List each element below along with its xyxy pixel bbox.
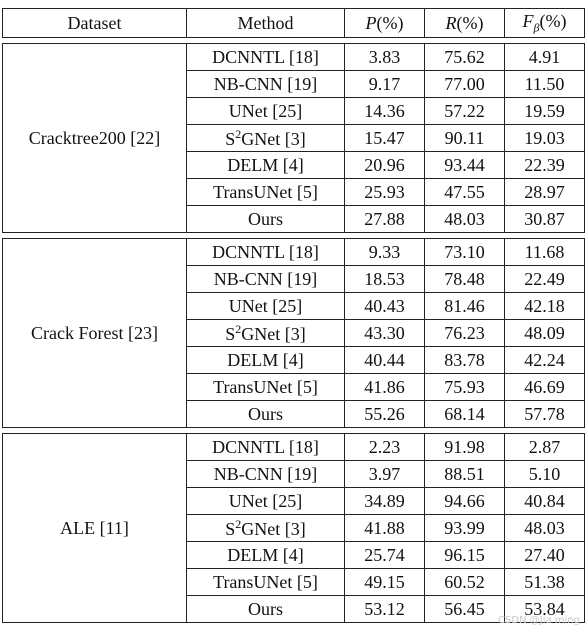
precision-cell: 25.93 [345,179,425,206]
precision-cell: 15.47 [345,125,425,152]
fbeta-cell: 27.40 [505,542,585,569]
method-cell: UNet [25] [187,488,345,515]
precision-cell: 41.88 [345,515,425,542]
precision-cell: 40.44 [345,347,425,374]
fbeta-cell: 2.87 [505,434,585,461]
dataset-cell: ALE [11] [3,434,187,623]
precision-symbol: P [365,12,377,33]
fbeta-cell: 28.97 [505,179,585,206]
precision-cell: 3.97 [345,461,425,488]
fbeta-cell: 5.10 [505,461,585,488]
precision-cell: 3.83 [345,44,425,71]
precision-cell: 27.88 [345,206,425,233]
fbeta-cell: 48.09 [505,320,585,347]
recall-cell: 75.93 [425,374,505,401]
header-row [3,9,585,38]
recall-cell: 76.23 [425,320,505,347]
precision-cell: 9.33 [345,239,425,266]
recall-cell: 93.99 [425,515,505,542]
fbeta-cell: 46.69 [505,374,585,401]
header-fbeta [505,9,585,38]
recall-cell: 48.03 [425,206,505,233]
method-suffix: GNet [3] [241,128,306,149]
precision-cell: 43.30 [345,320,425,347]
method-superscript: 2 [235,321,242,336]
recall-cell: 88.51 [425,461,505,488]
precision-cell: 41.86 [345,374,425,401]
method-cell: DCNNTL [18] [187,239,345,266]
method-cell: TransUNet [5] [187,374,345,401]
method-cell: Ours [187,401,345,428]
method-cell: DELM [4] [187,152,345,179]
fbeta-cell: 51.38 [505,569,585,596]
results-table [2,8,585,623]
recall-cell: 56.45 [425,596,505,623]
method-cell: UNet [25] [187,293,345,320]
fbeta-cell: 11.68 [505,239,585,266]
method-cell: NB-CNN [19] [187,71,345,98]
recall-cell: 91.98 [425,434,505,461]
fbeta-subscript: β [533,20,540,35]
table-row [3,434,585,461]
header-dataset: Dataset [3,9,187,38]
precision-cell: 20.96 [345,152,425,179]
precision-cell: 18.53 [345,266,425,293]
recall-cell: 90.11 [425,125,505,152]
header-recall [425,9,505,38]
fbeta-cell: 19.59 [505,98,585,125]
recall-cell: 83.78 [425,347,505,374]
dataset-cell: Cracktree200 [22] [3,44,187,233]
method-cell: TransUNet [5] [187,569,345,596]
fbeta-cell: 11.50 [505,71,585,98]
recall-cell: 68.14 [425,401,505,428]
fbeta-cell: 57.78 [505,401,585,428]
recall-cell: 73.10 [425,239,505,266]
watermark: CSDN @Jia ming [498,615,580,626]
fbeta-unit: (%) [539,10,567,31]
method-cell [187,320,345,347]
recall-cell: 77.00 [425,71,505,98]
fbeta-cell: 42.24 [505,347,585,374]
method-cell: DELM [4] [187,347,345,374]
method-suffix: GNet [3] [241,323,306,344]
method-prefix: S [225,128,236,149]
method-cell [187,515,345,542]
recall-unit: (%) [456,12,484,33]
method-cell: NB-CNN [19] [187,266,345,293]
fbeta-cell: 30.87 [505,206,585,233]
recall-cell: 78.48 [425,266,505,293]
precision-cell: 34.89 [345,488,425,515]
header-precision [345,9,425,38]
method-cell: UNet [25] [187,98,345,125]
fbeta-cell: 48.03 [505,515,585,542]
recall-cell: 47.55 [425,179,505,206]
precision-cell: 14.36 [345,98,425,125]
method-prefix: S [225,518,236,539]
fbeta-cell: 19.03 [505,125,585,152]
method-cell [187,125,345,152]
fbeta-cell: 53.84 [505,596,585,623]
method-cell: TransUNet [5] [187,179,345,206]
method-superscript: 2 [235,516,242,531]
recall-cell: 60.52 [425,569,505,596]
method-cell: NB-CNN [19] [187,461,345,488]
fbeta-cell: 22.49 [505,266,585,293]
table-row [3,239,585,266]
recall-cell: 93.44 [425,152,505,179]
recall-symbol: R [445,12,457,33]
precision-cell: 49.15 [345,569,425,596]
fbeta-cell: 22.39 [505,152,585,179]
method-prefix: S [225,323,236,344]
fbeta-cell: 42.18 [505,293,585,320]
recall-cell: 96.15 [425,542,505,569]
precision-cell: 2.23 [345,434,425,461]
method-suffix: GNet [3] [241,518,306,539]
fbeta-cell: 40.84 [505,488,585,515]
recall-cell: 75.62 [425,44,505,71]
method-cell: Ours [187,596,345,623]
method-superscript: 2 [235,126,242,141]
precision-cell: 55.26 [345,401,425,428]
method-cell: DELM [4] [187,542,345,569]
precision-cell: 40.43 [345,293,425,320]
precision-cell: 25.74 [345,542,425,569]
precision-unit: (%) [376,12,404,33]
recall-cell: 81.46 [425,293,505,320]
precision-cell: 9.17 [345,71,425,98]
recall-cell: 57.22 [425,98,505,125]
method-cell: DCNNTL [18] [187,434,345,461]
fbeta-symbol: F [522,10,534,31]
recall-cell: 94.66 [425,488,505,515]
header-method: Method [187,9,345,38]
table-row [3,44,585,71]
fbeta-cell: 4.91 [505,44,585,71]
method-cell: DCNNTL [18] [187,44,345,71]
precision-cell: 53.12 [345,596,425,623]
dataset-cell: Crack Forest [23] [3,239,187,428]
table-body [3,38,585,623]
method-cell: Ours [187,206,345,233]
